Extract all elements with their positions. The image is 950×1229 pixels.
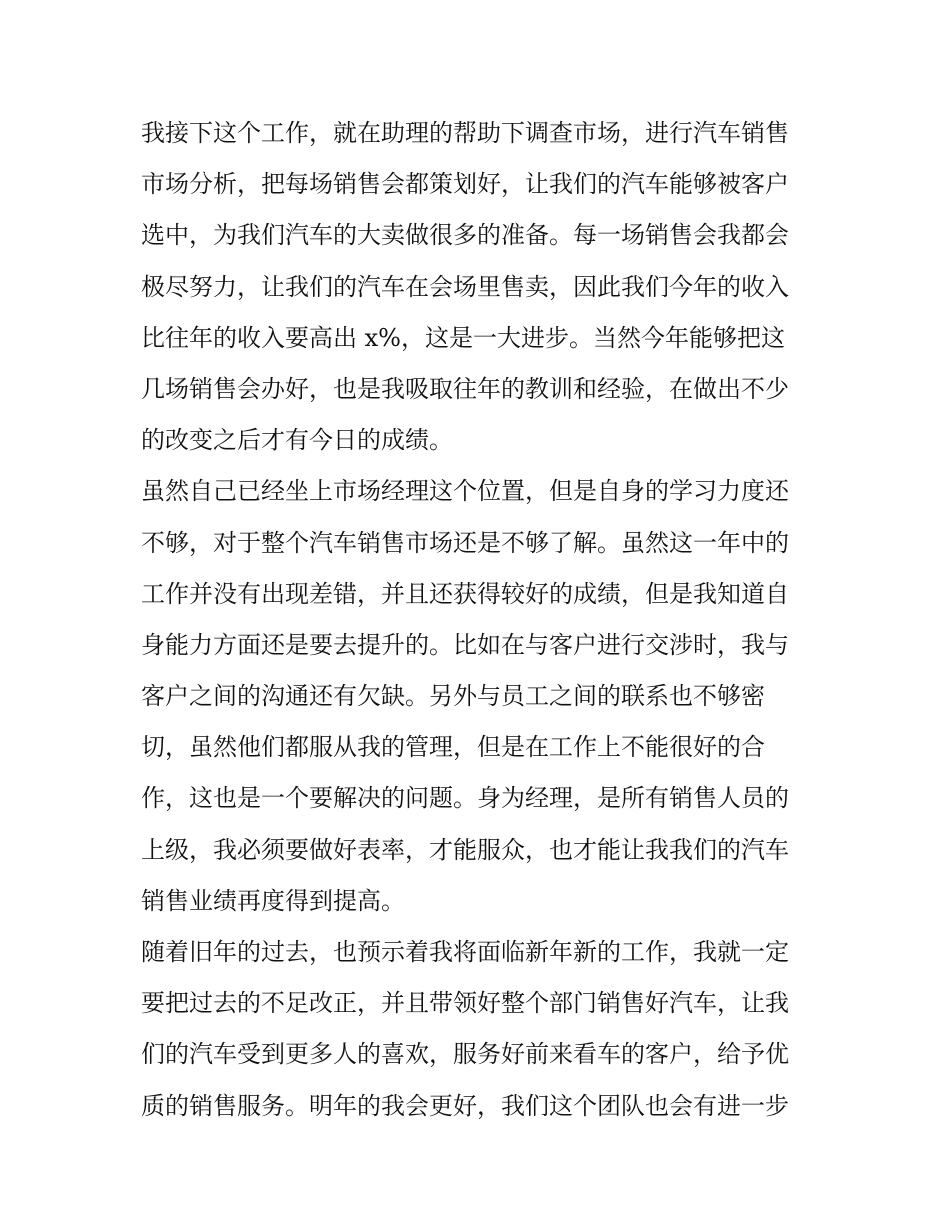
text-line: 市场分析，把每场销售会都策划好，让我们的汽车能够被客户 [141,170,789,199]
text-line: 极尽努力，让我们的汽车在会场里售卖，因此我们今年的收入 [141,272,789,301]
text-line: 身能力方面还是要去提升的。比如在与客户进行交涉时，我与 [141,630,789,659]
text-line: 切，虽然他们都服从我的管理，但是在工作上不能很好的合 [141,733,765,762]
text-line: 的改变之后才有今日的成绩。 [141,426,453,455]
text-line: 质的销售服务。明年的我会更好，我们这个团队也会有进一步 [141,1091,789,1120]
text-line: 要把过去的不足改正，并且带领好整个部门销售好汽车，让我 [141,989,789,1018]
text-line: 们的汽车受到更多人的喜欢，服务好前来看车的客户，给予优 [141,1040,789,1069]
text-line: 不够，对于整个汽车销售市场还是不够了解。虽然这一年中的 [141,528,789,557]
text-line: 销售业绩再度得到提高。 [141,886,405,915]
text-line: 工作并没有出现差错，并且还获得较好的成绩，但是我知道自 [141,579,789,608]
text-line: 比往年的收入要高出 x%，这是一大进步。当然今年能够把这 [141,323,785,352]
document-body [141,108,821,1132]
text-line: 我接下这个工作，就在助理的帮助下调查市场，进行汽车销售 [141,119,789,147]
text-line: 几场销售会办好，也是我吸取往年的教训和经验，在做出不少 [141,374,789,403]
text-line: 客户之间的沟通还有欠缺。另外与员工之间的联系也不够密 [141,682,765,711]
text-line: 虽然自己已经坐上市场经理这个位置，但是自身的学习力度还 [141,477,789,506]
text-line: 上级，我必须要做好表率，才能服众，也才能让我我们的汽车 [141,835,789,864]
text-line: 作，这也是一个要解决的问题。身为经理，是所有销售人员的 [141,784,789,813]
text-line: 随着旧年的过去，也预示着我将面临新年新的工作，我就一定 [141,938,789,966]
text-line: 选中，为我们汽车的大卖做很多的准备。每一场销售会我都会 [141,221,789,250]
